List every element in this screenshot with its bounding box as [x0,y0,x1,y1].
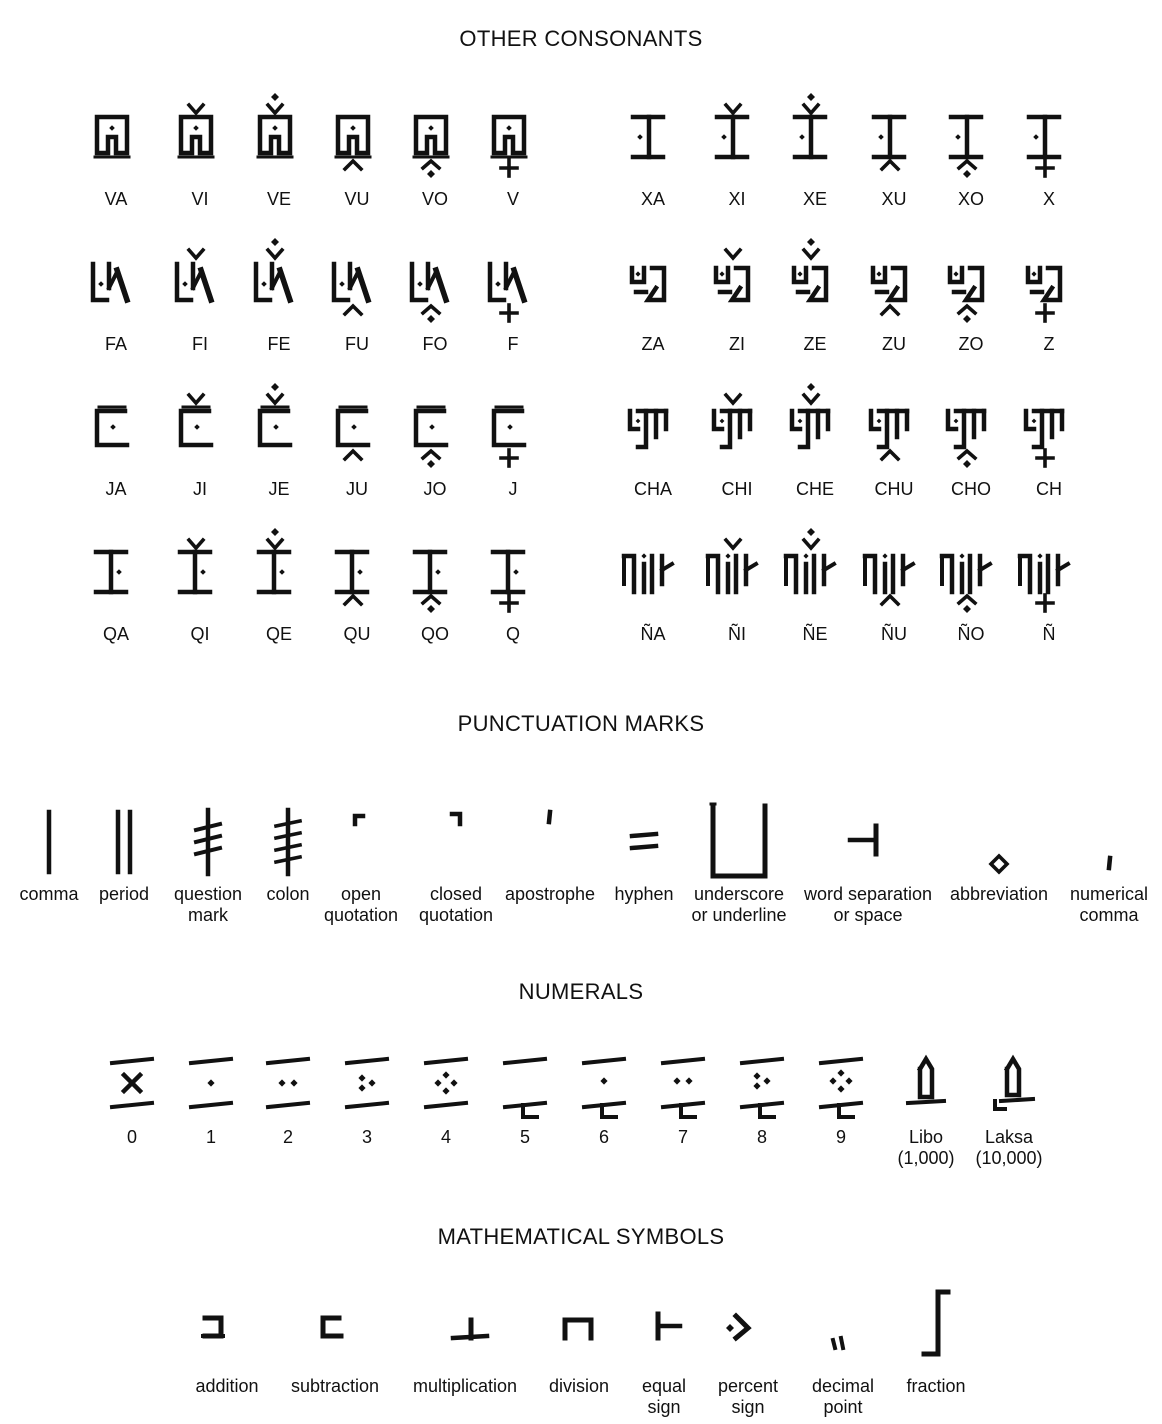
numeral-glyph-laksa [971,1045,1047,1121]
title-numerals: NUMERALS [518,979,644,1004]
punctuation-glyph-question [168,802,248,882]
consonant-label: XO [957,189,985,209]
consonant-glyph-ze [770,222,860,342]
punctuation-label-line: open [340,884,382,904]
punctuation-label [505,884,595,905]
math-label-line: percent [717,1376,779,1396]
numeral-glyph-3 [329,1045,405,1121]
consonant-glyph-qu [312,512,402,632]
consonant-glyph-chi [692,367,782,487]
punctuation-label [174,884,242,926]
punctuation-glyph-hyphen [604,802,684,882]
punctuation-label [804,884,932,926]
consonant-glyph-xi [692,77,782,197]
numeral-label-line: 7 [677,1127,689,1147]
math-label [718,1376,778,1418]
punctuation-label [1070,884,1148,926]
numeral-glyph-1 [173,1045,249,1121]
consonant-label: VE [266,189,292,209]
punctuation-glyph-numerical [1069,802,1149,882]
math-label-line: decimal [811,1376,875,1396]
punctuation-label [266,884,309,905]
punctuation-label-line: comma [19,884,79,904]
math-glyph-addition [187,1288,267,1368]
punctuation-glyph-open [321,802,401,882]
consonant-label: ZA [641,334,665,354]
punctuation-label-line: word separation [803,884,933,904]
consonant-glyph-jo [390,367,480,487]
consonant-glyph-q [468,512,558,632]
consonant-label: Z [1043,334,1055,354]
punctuation-label-line: closed [429,884,483,904]
numeral-label [757,1127,767,1148]
consonant-label: ÑI [728,624,746,644]
consonant-label: JA [105,479,127,499]
numeral-glyph-6 [566,1045,642,1121]
consonant-label: ZO [958,334,984,354]
consonant-label: QE [265,624,293,644]
consonant-label: VI [191,189,209,209]
consonant-label: ZI [729,334,745,354]
consonant-glyph-fe [234,222,324,342]
punctuation-label-line: abbreviation [949,884,1049,904]
punctuation-glyph-underscore [699,802,779,882]
punctuation-label-line: or space [833,905,903,925]
punctuation-label [19,884,78,905]
punctuation-label [419,884,493,926]
consonant-label: XA [640,189,666,209]
numeral-label-line: 2 [282,1127,294,1147]
consonant-glyph-qo [390,512,480,632]
consonant-label: ZU [882,334,906,354]
consonant-label: CHU [874,479,914,499]
consonant-glyph-ve [234,77,324,197]
math-label [549,1376,609,1397]
punctuation-glyph-colon [248,802,328,882]
consonant-label: ÑE [802,624,828,644]
consonant-label: QU [343,624,371,644]
consonant-glyph-vi [155,77,245,197]
consonant-glyph-vo [390,77,480,197]
numeral-glyph-9 [803,1045,879,1121]
consonant-label: FI [192,334,208,354]
numeral-label-line: 8 [756,1127,768,1147]
punctuation-glyph-abbreviation [959,802,1039,882]
math-label-line: fraction [906,1376,966,1396]
consonant-glyph-ju [312,367,402,487]
consonant-glyph-fo [390,222,480,342]
punctuation-label-line: numerical [1069,884,1149,904]
punctuation-label [691,884,786,926]
numeral-label-line: 6 [598,1127,610,1147]
consonant-glyph-zo [926,222,1016,342]
numeral-glyph-8 [724,1045,800,1121]
consonant-glyph-xo [926,77,1016,197]
consonant-label: ÑA [640,624,666,644]
title-mathematical-symbols: MATHEMATICAL SYMBOLS [437,1224,725,1249]
numeral-label [975,1127,1042,1169]
punctuation-label-line: or underline [691,905,787,925]
consonant-label: JI [192,479,208,499]
consonant-label: Q [505,624,521,644]
numeral-glyph-libo [888,1045,964,1121]
numeral-label [362,1127,372,1148]
punctuation-label-line: mark [188,905,228,925]
consonant-glyph-xe [770,77,860,197]
consonant-glyph-ñe [770,512,860,632]
consonant-glyph-qi [155,512,245,632]
numeral-label [127,1127,137,1148]
punctuation-label-line: comma [1079,905,1139,925]
math-glyph-percent [708,1288,788,1368]
consonant-glyph-v [468,77,558,197]
consonant-label: CHA [633,479,673,499]
consonant-glyph-ña [608,512,698,632]
consonant-glyph-f [468,222,558,342]
numeral-label [206,1127,216,1148]
consonant-label: FA [104,334,128,354]
consonant-glyph-xa [608,77,698,197]
punctuation-label-line: hyphen [614,884,674,904]
numeral-label [836,1127,846,1148]
math-glyph-equal [624,1288,704,1368]
math-glyph-subtraction [295,1288,375,1368]
consonant-glyph-ja [71,367,161,487]
numeral-label-line: 9 [835,1127,847,1147]
numeral-glyph-4 [408,1045,484,1121]
punctuation-label-line: period [98,884,150,904]
consonant-label: VA [104,189,128,209]
consonant-label: CHE [795,479,835,499]
consonant-label: ZE [803,334,827,354]
punctuation-glyph-comma [9,802,89,882]
numeral-glyph-0 [94,1045,170,1121]
numeral-glyph-5 [487,1045,563,1121]
numeral-label [520,1127,530,1148]
consonant-label: V [506,189,520,209]
consonant-label: Ñ [1042,624,1056,644]
consonant-label: QO [420,624,450,644]
consonant-glyph-ño [926,512,1016,632]
consonant-label: XU [881,189,907,209]
consonant-label: XE [802,189,828,209]
math-label-line: sign [731,1397,765,1417]
punctuation-glyph-period [84,802,164,882]
numeral-label-line: 4 [440,1127,452,1147]
consonant-glyph-z [1004,222,1094,342]
consonant-label: JU [346,479,368,499]
consonant-label: VU [344,189,370,209]
numeral-label [599,1127,609,1148]
math-label-line: addition [195,1376,259,1396]
math-glyph-fraction [896,1288,976,1368]
consonant-glyph-qe [234,512,324,632]
math-label-line: point [823,1397,863,1417]
punctuation-label [614,884,673,905]
consonant-label: QI [190,624,210,644]
numeral-label-line: 5 [519,1127,531,1147]
numeral-label-line: 1 [205,1127,217,1147]
math-label [195,1376,258,1397]
math-glyph-division [539,1288,619,1368]
punctuation-label-line: colon [266,884,310,904]
consonant-label: XI [728,189,746,209]
numeral-label-line: (10,000) [975,1148,1043,1168]
consonant-label: JO [423,479,447,499]
consonant-label: CH [1036,479,1062,499]
consonant-label: X [1042,189,1056,209]
numeral-label-line: Libo [908,1127,944,1147]
consonant-glyph-ñ [1004,512,1094,632]
punctuation-label-line: apostrophe [504,884,596,904]
numeral-label-line: 0 [126,1127,138,1147]
math-label-line: multiplication [412,1376,518,1396]
numeral-label [897,1127,954,1169]
numeral-glyph-2 [250,1045,326,1121]
consonant-label: F [507,334,519,354]
punctuation-label [324,884,398,926]
numeral-label [283,1127,293,1148]
punctuation-label [950,884,1048,905]
numeral-glyph-7 [645,1045,721,1121]
punctuation-glyph-closed [416,802,496,882]
math-label [812,1376,874,1418]
consonant-label: FU [345,334,369,354]
punctuation-label-line: quotation [323,905,399,925]
consonant-label: CHO [951,479,991,499]
consonant-glyph-vu [312,77,402,197]
numeral-label [441,1127,451,1148]
consonant-label: FE [267,334,291,354]
consonant-label: QA [102,624,130,644]
math-label [291,1376,379,1397]
consonant-glyph-za [608,222,698,342]
consonant-label: J [508,479,518,499]
math-label [906,1376,965,1397]
math-glyph-multiplication [425,1288,505,1368]
consonant-glyph-fa [71,222,161,342]
consonant-glyph-che [770,367,860,487]
consonant-glyph-cho [926,367,1016,487]
numeral-label-line: (1,000) [897,1148,955,1168]
consonant-label: CHI [721,479,753,499]
punctuation-label [99,884,149,905]
consonant-label: VO [421,189,449,209]
consonant-glyph-x [1004,77,1094,197]
consonant-glyph-je [234,367,324,487]
math-label [642,1376,686,1418]
consonant-glyph-fu [312,222,402,342]
numeral-label-line: Laksa [984,1127,1034,1147]
consonant-label: JE [268,479,290,499]
math-label-line: equal [641,1376,687,1396]
consonant-glyph-va [71,77,161,197]
consonant-glyph-ji [155,367,245,487]
math-label-line: subtraction [290,1376,380,1396]
math-glyph-decimal [803,1288,883,1368]
punctuation-glyph-word-separation [828,802,908,882]
title-other-consonants: OTHER CONSONANTS [459,26,703,51]
math-label [413,1376,517,1397]
consonant-glyph-j [468,367,558,487]
numeral-label [678,1127,688,1148]
consonant-glyph-cha [608,367,698,487]
numeral-label-line: 3 [361,1127,373,1147]
consonant-glyph-ch [1004,367,1094,487]
punctuation-label-line: underscore [693,884,785,904]
consonant-glyph-fi [155,222,245,342]
consonant-label: ÑU [881,624,907,644]
title-punctuation-marks: PUNCTUATION MARKS [457,711,705,736]
consonant-glyph-zi [692,222,782,342]
math-label-line: sign [647,1397,681,1417]
consonant-label: FO [422,334,448,354]
consonant-label: ÑO [957,624,985,644]
consonant-glyph-qa [71,512,161,632]
consonant-glyph-ñi [692,512,782,632]
math-label-line: division [548,1376,610,1396]
punctuation-label-line: quotation [418,905,494,925]
punctuation-label-line: question [173,884,243,904]
punctuation-glyph-apostrophe [510,802,590,882]
